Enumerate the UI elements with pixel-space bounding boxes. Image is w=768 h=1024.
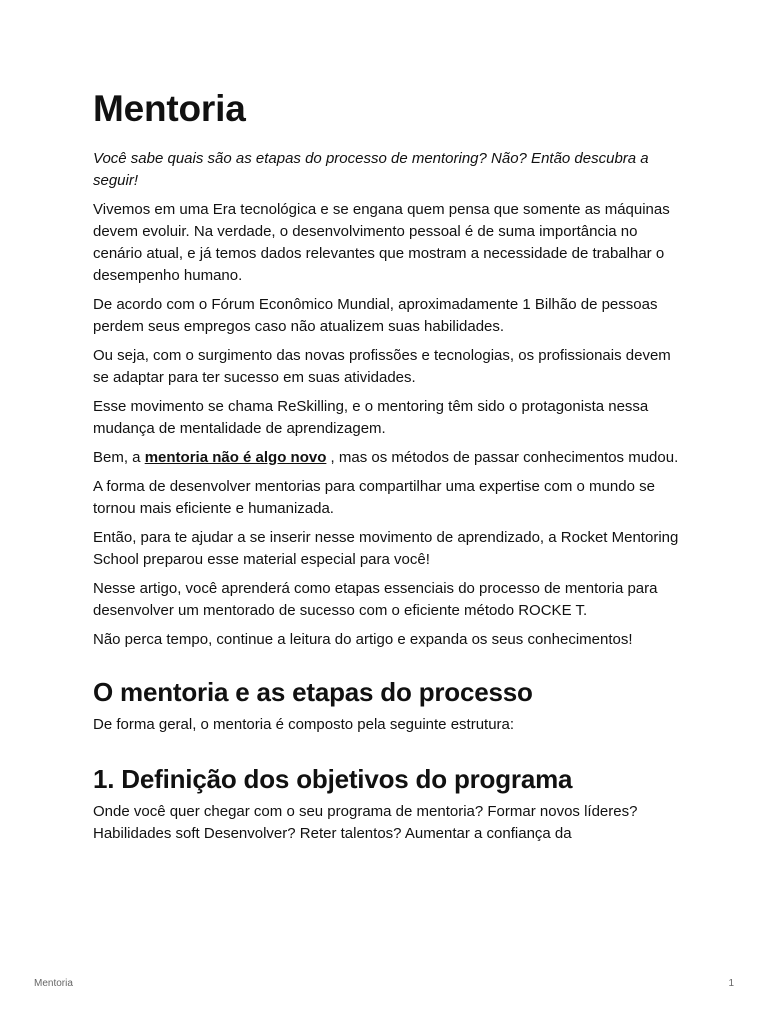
paragraph: Então, para te ajudar a se inserir nesse movimento de aprendizado, a Rocket Mentoring School preparou esse material especial para você!: [93, 529, 679, 568]
paragraph: Onde você quer chegar com o seu programa de mentoria? Formar novos líderes? Habilidades soft Desenvolver? Reter talentos? Aumentar a confiança da: [93, 803, 638, 842]
paragraph-text: Bem, a: [93, 449, 145, 466]
paragraph: Ou seja, com o surgimento das novas profissões e tecnologias, os profissionais devem se adaptar para ter sucesso em suas atividades.: [93, 347, 671, 386]
paragraph: Esse movimento se chama ReSkilling, e o mentoring têm sido o protagonista nessa mudança de mentalidade de aprendizagem.: [93, 398, 649, 437]
paragraph: De acordo com o Fórum Econômico Mundial, aproximadamente 1 Bilhão de pessoas perdem seus empregos caso não atualizem suas habilidades.: [93, 296, 658, 335]
document-body: [93, 86, 685, 845]
paragraph: A forma de desenvolver mentorias para compartilhar uma expertise com o mundo se tornou mais eficiente e humanizada.: [93, 478, 655, 517]
paragraph: De forma geral, o mentoria é composto pela seguinte estrutura:: [93, 716, 515, 733]
section-heading: 1. Definição dos objetivos do programa: [93, 764, 573, 794]
lead-paragraph: Você sabe quais são as etapas do processo de mentoring? Não? Então descubra a seguir!: [93, 150, 649, 189]
page-number: 1: [728, 978, 734, 989]
footer-title: Mentoria: [34, 978, 73, 989]
page-title: Mentoria: [93, 88, 246, 129]
paragraph-text: , mas os métodos de passar conhecimentos mudou.: [326, 449, 679, 466]
paragraph: Nesse artigo, você aprenderá como etapas essenciais do processo de mentoria para desenvolver um mentorado de sucesso com o eficiente método ROCKE T.: [93, 580, 658, 619]
mentoria-link[interactable]: mentoria não é algo novo: [144, 449, 327, 466]
section-heading: O mentoria e as etapas do processo: [93, 677, 533, 707]
paragraph: Não perca tempo, continue a leitura do artigo e expanda os seus conhecimentos!: [93, 631, 633, 648]
paragraph-with-link: [93, 447, 685, 469]
paragraph: Vivemos em uma Era tecnológica e se engana quem pensa que somente as máquinas devem evoluir. Na verdade, o desenvolvimento pessoal é de suma importância no cenário atual, e já temos dados relevantes que mostram a necessidade de trabalhar o desempenho humano.: [93, 201, 670, 284]
